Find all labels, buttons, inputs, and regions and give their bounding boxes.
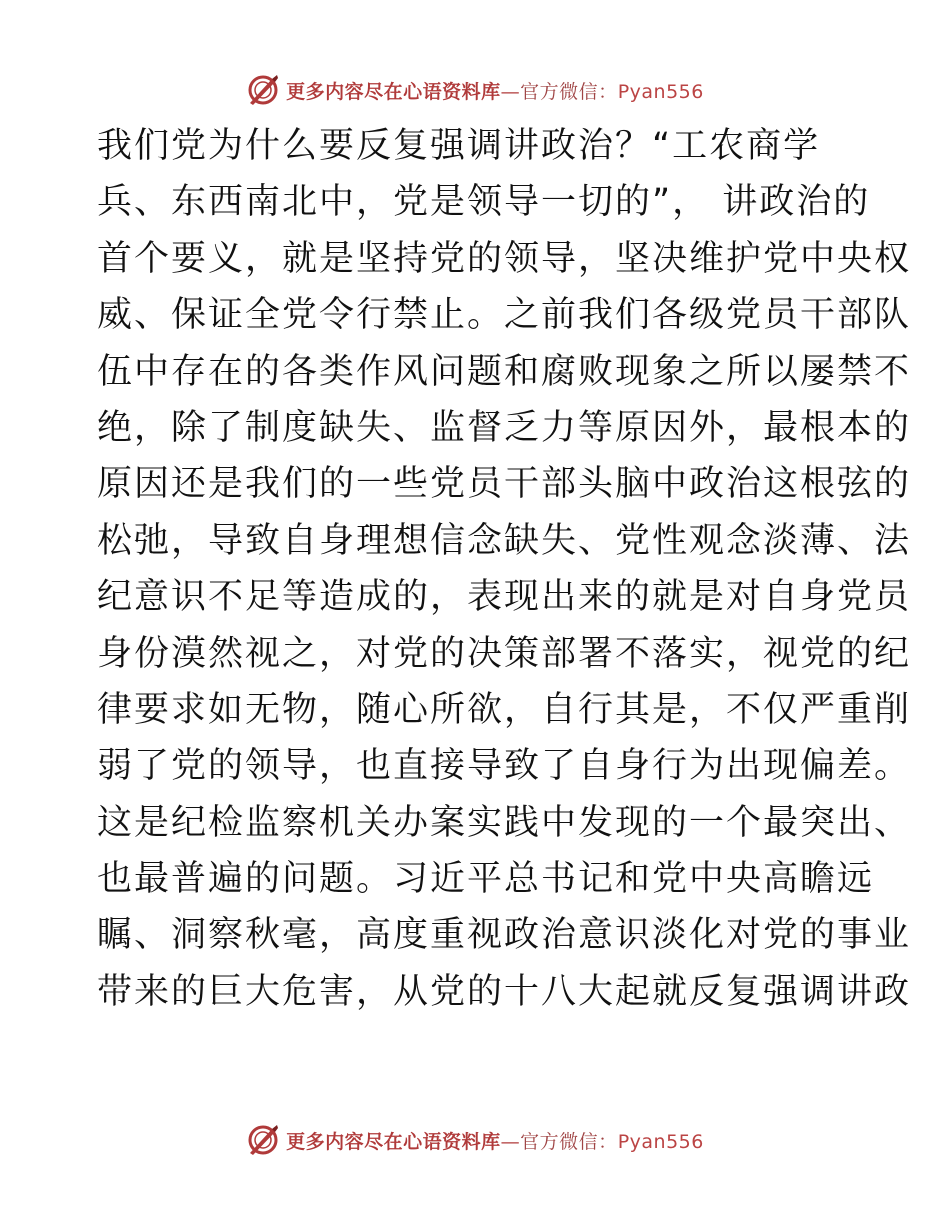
body-line: 纪意识不足等造成的，表现出来的就是对自身党员 (97, 577, 912, 618)
body-line: 首个要义，就是坚持党的领导，坚决维护党中央权 (97, 238, 912, 279)
header-watermark (0, 70, 950, 110)
watermark-dash: — (500, 80, 521, 103)
body-line: 带来的巨大危害，从党的十八大起就反复强调讲政 (97, 971, 912, 1012)
body-line: 律要求如无物，随心所欲，自行其是，不仅严重削 (97, 689, 912, 730)
watermark-main: 更多内容尽在心语资料库 (286, 1130, 501, 1153)
body-line: 兵、东西南北中，党是领导一切的”， 讲政治的 (97, 182, 871, 223)
body-line: 这是纪检监察机关办案实践中发现的一个最突出、 (97, 802, 912, 843)
pen-logo-icon (246, 1123, 280, 1157)
body-line: 松弛，导致自身理想信念缺失、党性观念淡薄、法 (97, 520, 912, 561)
body-line: 也最普遍的问题。习近平总书记和党中央高瞻远 (97, 859, 875, 900)
body-line: 绝，除了制度缺失、监督乏力等原因外，最根本的 (97, 407, 912, 448)
watermark-official: 官方微信： (520, 80, 618, 103)
document-body (97, 118, 912, 1020)
watermark-wechat-id: Pyan556 (617, 1130, 704, 1153)
watermark-group (246, 1123, 704, 1157)
body-line: 瞩、洞察秋毫，高度重视政治意识淡化对党的事业 (97, 915, 912, 956)
footer-watermark (0, 1120, 950, 1160)
watermark-text (286, 77, 704, 104)
pen-logo-icon (246, 73, 280, 107)
body-line: 伍中存在的各类作风问题和腐败现象之所以屡禁不 (97, 351, 912, 392)
watermark-main: 更多内容尽在心语资料库 (286, 80, 501, 103)
watermark-wechat-id: Pyan556 (617, 80, 704, 103)
watermark-dash: — (500, 1130, 521, 1153)
body-line: 威、保证全党令行禁止。之前我们各级党员干部队 (97, 295, 912, 336)
body-line: 原因还是我们的一些党员干部头脑中政治这根弦的 (97, 464, 912, 505)
body-line: 弱了党的领导，也直接导致了自身行为出现偏差。 (97, 746, 912, 787)
watermark-group (246, 73, 704, 107)
body-line: 身份漠然视之，对党的决策部署不落实，视党的纪 (97, 633, 912, 674)
watermark-text (286, 1127, 704, 1154)
body-line: 我们党为什么要反复强调讲政治？“工农商学 (97, 126, 821, 166)
watermark-official: 官方微信： (520, 1130, 618, 1153)
